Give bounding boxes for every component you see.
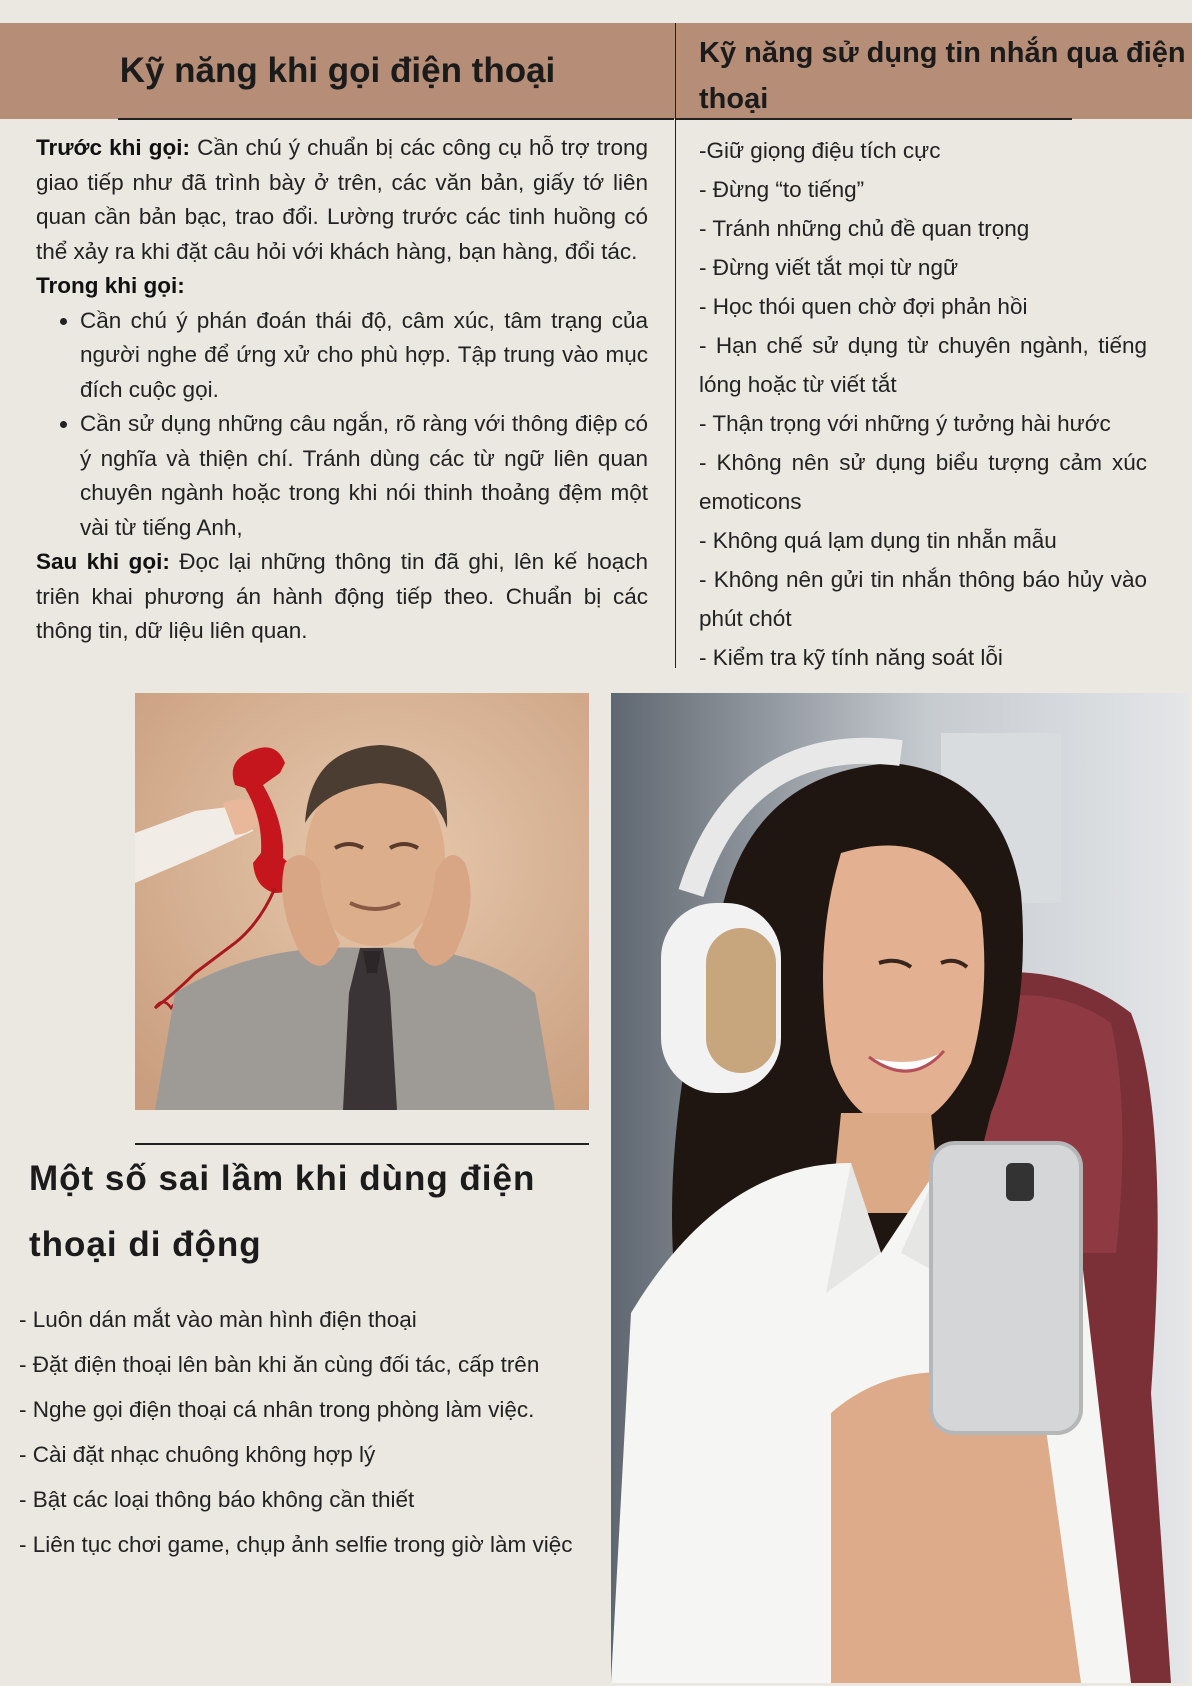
mistake-item: - Bật các loại thông báo không cần thiết <box>19 1487 415 1512</box>
stressed-man-photo <box>135 693 589 1110</box>
texting-skills-title <box>699 30 1192 122</box>
after-call-label: Sau khi gọi: <box>36 549 170 574</box>
before-call-paragraph <box>36 131 648 269</box>
before-call-text: Cần chú ý chuẩn bị các công cụ hỗ trợ trong giao tiếp như đã trình bày ở trên, các văn bản, giấy tớ liên quan cần bản bạc, trao đổi. Lường trước các tinh huồng có thể xảy ra khi đặt câu hỏi với khách hàng, bạn hàng, đổi tác. <box>36 135 648 264</box>
woman-headphones-illustration <box>611 693 1189 1683</box>
mistake-item: - Đặt điện thoại lên bàn khi ăn cùng đối tác, cấp trên <box>19 1352 540 1377</box>
calling-title-underline <box>118 118 674 120</box>
during-call-item: • Cần sử dụng những câu ngắn, rõ ràng với thông điệp có ý nghĩa và thiện chí. Tránh dùng các từ ngữ liên quan chuyên ngành hoặc trong khi nói thinh thoảng đệm một vài từ tiếng Anh, <box>80 407 648 545</box>
stressed-man-illustration <box>135 693 589 1110</box>
mistake-item: - Liên tục chơi game, chụp ảnh selfie trong giờ làm việc <box>19 1532 573 1557</box>
texting-item: - Kiểm tra kỹ tính năng soát lỗi <box>699 645 1003 670</box>
texting-item: - Đừng viết tắt mọi từ ngữ <box>699 255 959 280</box>
texting-item: - Hạn chế sử dụng từ chuyên ngành, tiếng lóng hoặc từ viết tắt <box>699 333 1147 397</box>
texting-item: -Giữ giọng điệu tích cực <box>699 138 941 163</box>
during-call-item: • Cần chú ý phán đoán thái độ, câm xúc, tâm trạng của người nghe để ứng xử cho phù hợp. Tập trung vào mục đích cuộc gọi. <box>80 304 648 408</box>
mistakes-list <box>19 1297 590 1567</box>
texting-item: - Học thói quen chờ đợi phản hồi <box>699 294 1028 319</box>
before-call-label: Trước khi gọi: <box>36 135 190 160</box>
texting-item: - Tránh những chủ đề quan trọng <box>699 216 1030 241</box>
mistake-item: - Cài đặt nhạc chuông không hợp lý <box>19 1442 376 1467</box>
woman-headphones-photo <box>611 693 1189 1683</box>
mistakes-title-line2: thoại di động <box>29 1225 262 1264</box>
texting-item: - Không nên sử dụng biểu tượng cảm xúc emoticons <box>699 450 1147 514</box>
mistake-item: - Nghe gọi điện thoại cá nhân trong phòng làm việc. <box>19 1397 535 1422</box>
texting-title-line2: thoại <box>699 83 769 115</box>
texting-title-underline <box>676 118 1072 120</box>
mistake-item: - Luôn dán mắt vào màn hình điện thoại <box>19 1307 417 1332</box>
mistakes-title-rule <box>135 1143 589 1145</box>
calling-skills-body <box>36 131 648 649</box>
during-call-heading <box>36 269 648 304</box>
during-call-label: Trong khi gọi: <box>36 273 185 298</box>
texting-item: - Thận trọng với những ý tưởng hài hước <box>699 411 1111 436</box>
texting-item: - Không quá lạm dụng tin nhẵn mẫu <box>699 528 1057 553</box>
after-call-paragraph <box>36 545 648 649</box>
calling-skills-title: Kỹ năng khi gọi điện thoại <box>119 51 556 90</box>
after-call-text: Đọc lại những thông tin đã ghi, lên kế hoạch triên khai phương án hành động tiếp theo. Chuẩn bị các thông tin, dữ liệu liên quan. <box>36 549 648 643</box>
texting-item: - Không nên gửi tin nhắn thông báo hủy vào phút chót <box>699 567 1147 631</box>
texting-skills-list <box>699 131 1147 677</box>
mistakes-title <box>29 1146 589 1278</box>
mistakes-title-line1: Một số sai lầm khi dùng điện <box>29 1159 536 1198</box>
texting-item: - Đừng “to tiếng” <box>699 177 865 202</box>
texting-title-line1: Kỹ năng sử dụng tin nhắn qua điện <box>699 37 1186 69</box>
during-call-list <box>36 304 648 546</box>
